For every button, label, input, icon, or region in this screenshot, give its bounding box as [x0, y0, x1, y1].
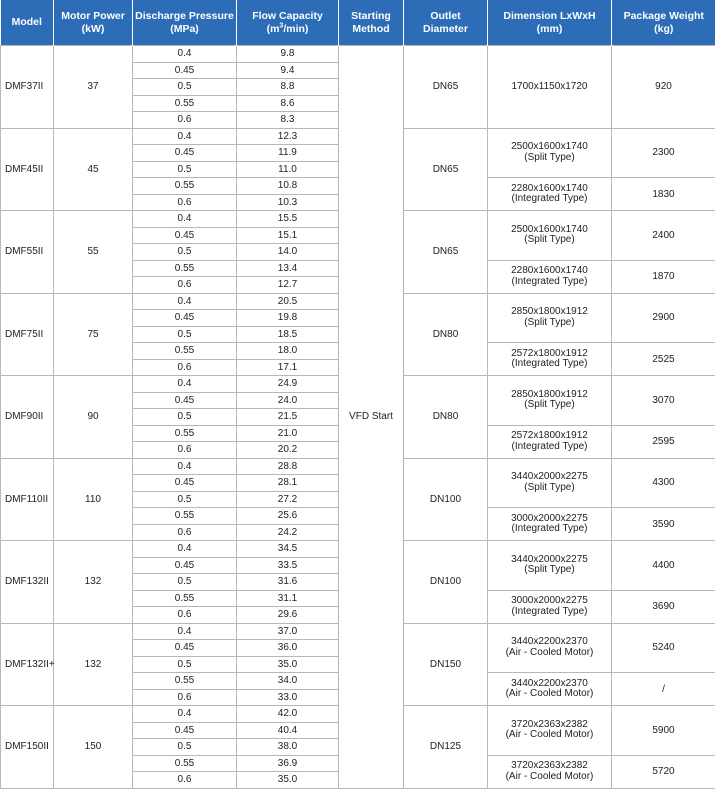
flow-capacity-cell: 13.4 [237, 260, 339, 277]
discharge-pressure-cell: 0.55 [133, 755, 237, 772]
discharge-pressure-cell: 0.4 [133, 623, 237, 640]
header-dimension: Dimension LxWxH (mm) [488, 0, 612, 46]
flow-capacity-cell: 24.0 [237, 392, 339, 409]
dimension-cell: 2280x1600x1740 (Integrated Type) [488, 260, 612, 293]
package-weight-cell: 3590 [612, 508, 715, 541]
flow-capacity-cell: 12.7 [237, 277, 339, 294]
package-weight-cell: 4300 [612, 458, 715, 508]
dimension-cell: 3720x2363x2382 (Air - Cooled Motor) [488, 706, 612, 756]
discharge-pressure-cell: 0.5 [133, 574, 237, 591]
discharge-pressure-cell: 0.45 [133, 145, 237, 162]
outlet-diameter-cell: DN65 [404, 46, 488, 129]
motor-power-cell: 110 [54, 458, 133, 541]
discharge-pressure-cell: 0.5 [133, 739, 237, 756]
discharge-pressure-cell: 0.6 [133, 442, 237, 459]
flow-capacity-cell: 21.0 [237, 425, 339, 442]
flow-capacity-cell: 38.0 [237, 739, 339, 756]
flow-capacity-cell: 42.0 [237, 706, 339, 723]
outlet-diameter-cell: DN80 [404, 293, 488, 376]
motor-power-cell: 90 [54, 376, 133, 459]
flow-capacity-cell: 18.0 [237, 343, 339, 360]
package-weight-cell: 3070 [612, 376, 715, 426]
header-model: Model [1, 0, 54, 46]
flow-capacity-cell: 36.0 [237, 640, 339, 657]
flow-capacity-cell: 36.9 [237, 755, 339, 772]
package-weight-cell: 2525 [612, 343, 715, 376]
flow-capacity-cell: 15.5 [237, 211, 339, 228]
table-body [1, 46, 715, 789]
package-weight-cell: 920 [612, 46, 715, 129]
package-weight-cell: 2900 [612, 293, 715, 343]
discharge-pressure-cell: 0.55 [133, 425, 237, 442]
outlet-diameter-cell: DN125 [404, 706, 488, 789]
model-cell: DMF55II [1, 211, 54, 294]
dimension-cell: 1700x1150x1720 [488, 46, 612, 129]
header-flow-capacity-title: Flow Capacity [252, 9, 323, 22]
dimension-cell: 3720x2363x2382 (Air - Cooled Motor) [488, 755, 612, 788]
flow-capacity-cell: 35.0 [237, 656, 339, 673]
model-cell: DMF75II [1, 293, 54, 376]
package-weight-cell: 5900 [612, 706, 715, 756]
discharge-pressure-cell: 0.4 [133, 128, 237, 145]
flow-capacity-cell: 10.8 [237, 178, 339, 195]
outlet-diameter-cell: DN100 [404, 541, 488, 624]
header-discharge-pressure: Discharge Pressure (MPa) [133, 0, 237, 46]
discharge-pressure-cell: 0.6 [133, 277, 237, 294]
discharge-pressure-cell: 0.45 [133, 392, 237, 409]
dimension-cell: 3440x2000x2275 (Split Type) [488, 541, 612, 591]
discharge-pressure-cell: 0.4 [133, 211, 237, 228]
motor-power-cell: 55 [54, 211, 133, 294]
flow-capacity-cell: 34.5 [237, 541, 339, 558]
dimension-cell: 3440x2200x2370 (Air - Cooled Motor) [488, 623, 612, 673]
flow-capacity-cell: 40.4 [237, 722, 339, 739]
outlet-diameter-cell: DN80 [404, 376, 488, 459]
dimension-cell: 3440x2000x2275 (Split Type) [488, 458, 612, 508]
flow-capacity-cell: 33.5 [237, 557, 339, 574]
flow-capacity-cell: 11.9 [237, 145, 339, 162]
flow-capacity-cell: 34.0 [237, 673, 339, 690]
discharge-pressure-cell: 0.5 [133, 656, 237, 673]
discharge-pressure-cell: 0.4 [133, 706, 237, 723]
flow-capacity-cell: 8.6 [237, 95, 339, 112]
dimension-cell: 3000x2000x2275 (Integrated Type) [488, 590, 612, 623]
flow-capacity-cell: 12.3 [237, 128, 339, 145]
header-flow-capacity-unit-post: /min) [283, 22, 309, 35]
header-package-weight: Package Weight (kg) [612, 0, 715, 46]
flow-capacity-cell: 25.6 [237, 508, 339, 525]
discharge-pressure-cell: 0.6 [133, 194, 237, 211]
motor-power-cell: 45 [54, 128, 133, 211]
table-row [1, 46, 715, 63]
flow-capacity-cell: 29.6 [237, 607, 339, 624]
model-cell: DMF132II [1, 541, 54, 624]
motor-power-cell: 132 [54, 623, 133, 706]
outlet-diameter-cell: DN65 [404, 211, 488, 294]
flow-capacity-cell: 14.0 [237, 244, 339, 261]
discharge-pressure-cell: 0.45 [133, 475, 237, 492]
discharge-pressure-cell: 0.5 [133, 409, 237, 426]
dimension-cell: 2500x1600x1740 (Split Type) [488, 211, 612, 261]
flow-capacity-cell: 19.8 [237, 310, 339, 327]
discharge-pressure-cell: 0.6 [133, 689, 237, 706]
dimension-cell: 2280x1600x1740 (Integrated Type) [488, 178, 612, 211]
discharge-pressure-cell: 0.45 [133, 722, 237, 739]
flow-capacity-cell: 27.2 [237, 491, 339, 508]
flow-capacity-cell: 9.8 [237, 46, 339, 63]
discharge-pressure-cell: 0.45 [133, 557, 237, 574]
motor-power-cell: 132 [54, 541, 133, 624]
discharge-pressure-cell: 0.4 [133, 46, 237, 63]
flow-capacity-cell: 9.4 [237, 62, 339, 79]
discharge-pressure-cell: 0.45 [133, 227, 237, 244]
motor-power-cell: 37 [54, 46, 133, 129]
flow-capacity-cell: 35.0 [237, 772, 339, 789]
discharge-pressure-cell: 0.4 [133, 541, 237, 558]
discharge-pressure-cell: 0.5 [133, 244, 237, 261]
discharge-pressure-cell: 0.5 [133, 326, 237, 343]
outlet-diameter-cell: DN150 [404, 623, 488, 706]
flow-capacity-cell: 18.5 [237, 326, 339, 343]
outlet-diameter-cell: DN100 [404, 458, 488, 541]
dimension-cell: 2500x1600x1740 (Split Type) [488, 128, 612, 178]
package-weight-cell: 2595 [612, 425, 715, 458]
flow-capacity-cell: 31.6 [237, 574, 339, 591]
discharge-pressure-cell: 0.55 [133, 260, 237, 277]
discharge-pressure-cell: 0.55 [133, 590, 237, 607]
package-weight-cell: 5720 [612, 755, 715, 788]
dimension-cell: 2572x1800x1912 (Integrated Type) [488, 425, 612, 458]
discharge-pressure-cell: 0.45 [133, 640, 237, 657]
flow-capacity-cell: 20.2 [237, 442, 339, 459]
flow-capacity-cell: 10.3 [237, 194, 339, 211]
dimension-cell: 2850x1800x1912 (Split Type) [488, 293, 612, 343]
discharge-pressure-cell: 0.55 [133, 178, 237, 195]
header-motor-power: Motor Power (kW) [54, 0, 133, 46]
outlet-diameter-cell: DN65 [404, 128, 488, 211]
discharge-pressure-cell: 0.5 [133, 491, 237, 508]
discharge-pressure-cell: 0.55 [133, 343, 237, 360]
discharge-pressure-cell: 0.6 [133, 112, 237, 129]
package-weight-cell: 4400 [612, 541, 715, 591]
motor-power-cell: 150 [54, 706, 133, 789]
discharge-pressure-cell: 0.5 [133, 79, 237, 96]
package-weight-cell: 1870 [612, 260, 715, 293]
flow-capacity-cell: 24.9 [237, 376, 339, 393]
model-cell: DMF90II [1, 376, 54, 459]
header-row [1, 0, 715, 46]
header-starting-method: Starting Method [339, 0, 404, 46]
flow-capacity-cell: 17.1 [237, 359, 339, 376]
model-cell: DMF110II [1, 458, 54, 541]
discharge-pressure-cell: 0.4 [133, 458, 237, 475]
flow-capacity-cell: 15.1 [237, 227, 339, 244]
discharge-pressure-cell: 0.55 [133, 95, 237, 112]
model-cell: DMF132II+ [1, 623, 54, 706]
discharge-pressure-cell: 0.55 [133, 673, 237, 690]
starting-method-cell: VFD Start [339, 46, 404, 789]
package-weight-cell: 5240 [612, 623, 715, 673]
flow-capacity-cell: 33.0 [237, 689, 339, 706]
dimension-cell: 2572x1800x1912 (Integrated Type) [488, 343, 612, 376]
discharge-pressure-cell: 0.4 [133, 293, 237, 310]
discharge-pressure-cell: 0.6 [133, 607, 237, 624]
flow-capacity-cell: 20.5 [237, 293, 339, 310]
discharge-pressure-cell: 0.45 [133, 310, 237, 327]
flow-capacity-cell: 11.0 [237, 161, 339, 178]
flow-capacity-cell: 31.1 [237, 590, 339, 607]
header-flow-capacity-unit-pre: (m [266, 22, 280, 35]
discharge-pressure-cell: 0.4 [133, 376, 237, 393]
model-cell: DMF45II [1, 128, 54, 211]
dimension-cell: 3440x2200x2370 (Air - Cooled Motor) [488, 673, 612, 706]
model-cell: DMF37II [1, 46, 54, 129]
package-weight-cell: / [612, 673, 715, 706]
header-flow-capacity [237, 0, 339, 46]
discharge-pressure-cell: 0.6 [133, 524, 237, 541]
discharge-pressure-cell: 0.5 [133, 161, 237, 178]
package-weight-cell: 3690 [612, 590, 715, 623]
motor-power-cell: 75 [54, 293, 133, 376]
discharge-pressure-cell: 0.55 [133, 508, 237, 525]
package-weight-cell: 1830 [612, 178, 715, 211]
dimension-cell: 2850x1800x1912 (Split Type) [488, 376, 612, 426]
flow-capacity-cell: 37.0 [237, 623, 339, 640]
discharge-pressure-cell: 0.45 [133, 62, 237, 79]
package-weight-cell: 2300 [612, 128, 715, 178]
discharge-pressure-cell: 0.6 [133, 359, 237, 376]
flow-capacity-cell: 28.8 [237, 458, 339, 475]
header-flow-capacity-unit-sup: 3 [279, 22, 284, 29]
table-header [1, 0, 715, 46]
discharge-pressure-cell: 0.6 [133, 772, 237, 789]
flow-capacity-cell: 21.5 [237, 409, 339, 426]
flow-capacity-cell: 28.1 [237, 475, 339, 492]
dimension-cell: 3000x2000x2275 (Integrated Type) [488, 508, 612, 541]
package-weight-cell: 2400 [612, 211, 715, 261]
model-cell: DMF150II [1, 706, 54, 789]
header-outlet-diameter: Outlet Diameter [404, 0, 488, 46]
flow-capacity-cell: 8.3 [237, 112, 339, 129]
flow-capacity-cell: 24.2 [237, 524, 339, 541]
flow-capacity-cell: 8.8 [237, 79, 339, 96]
